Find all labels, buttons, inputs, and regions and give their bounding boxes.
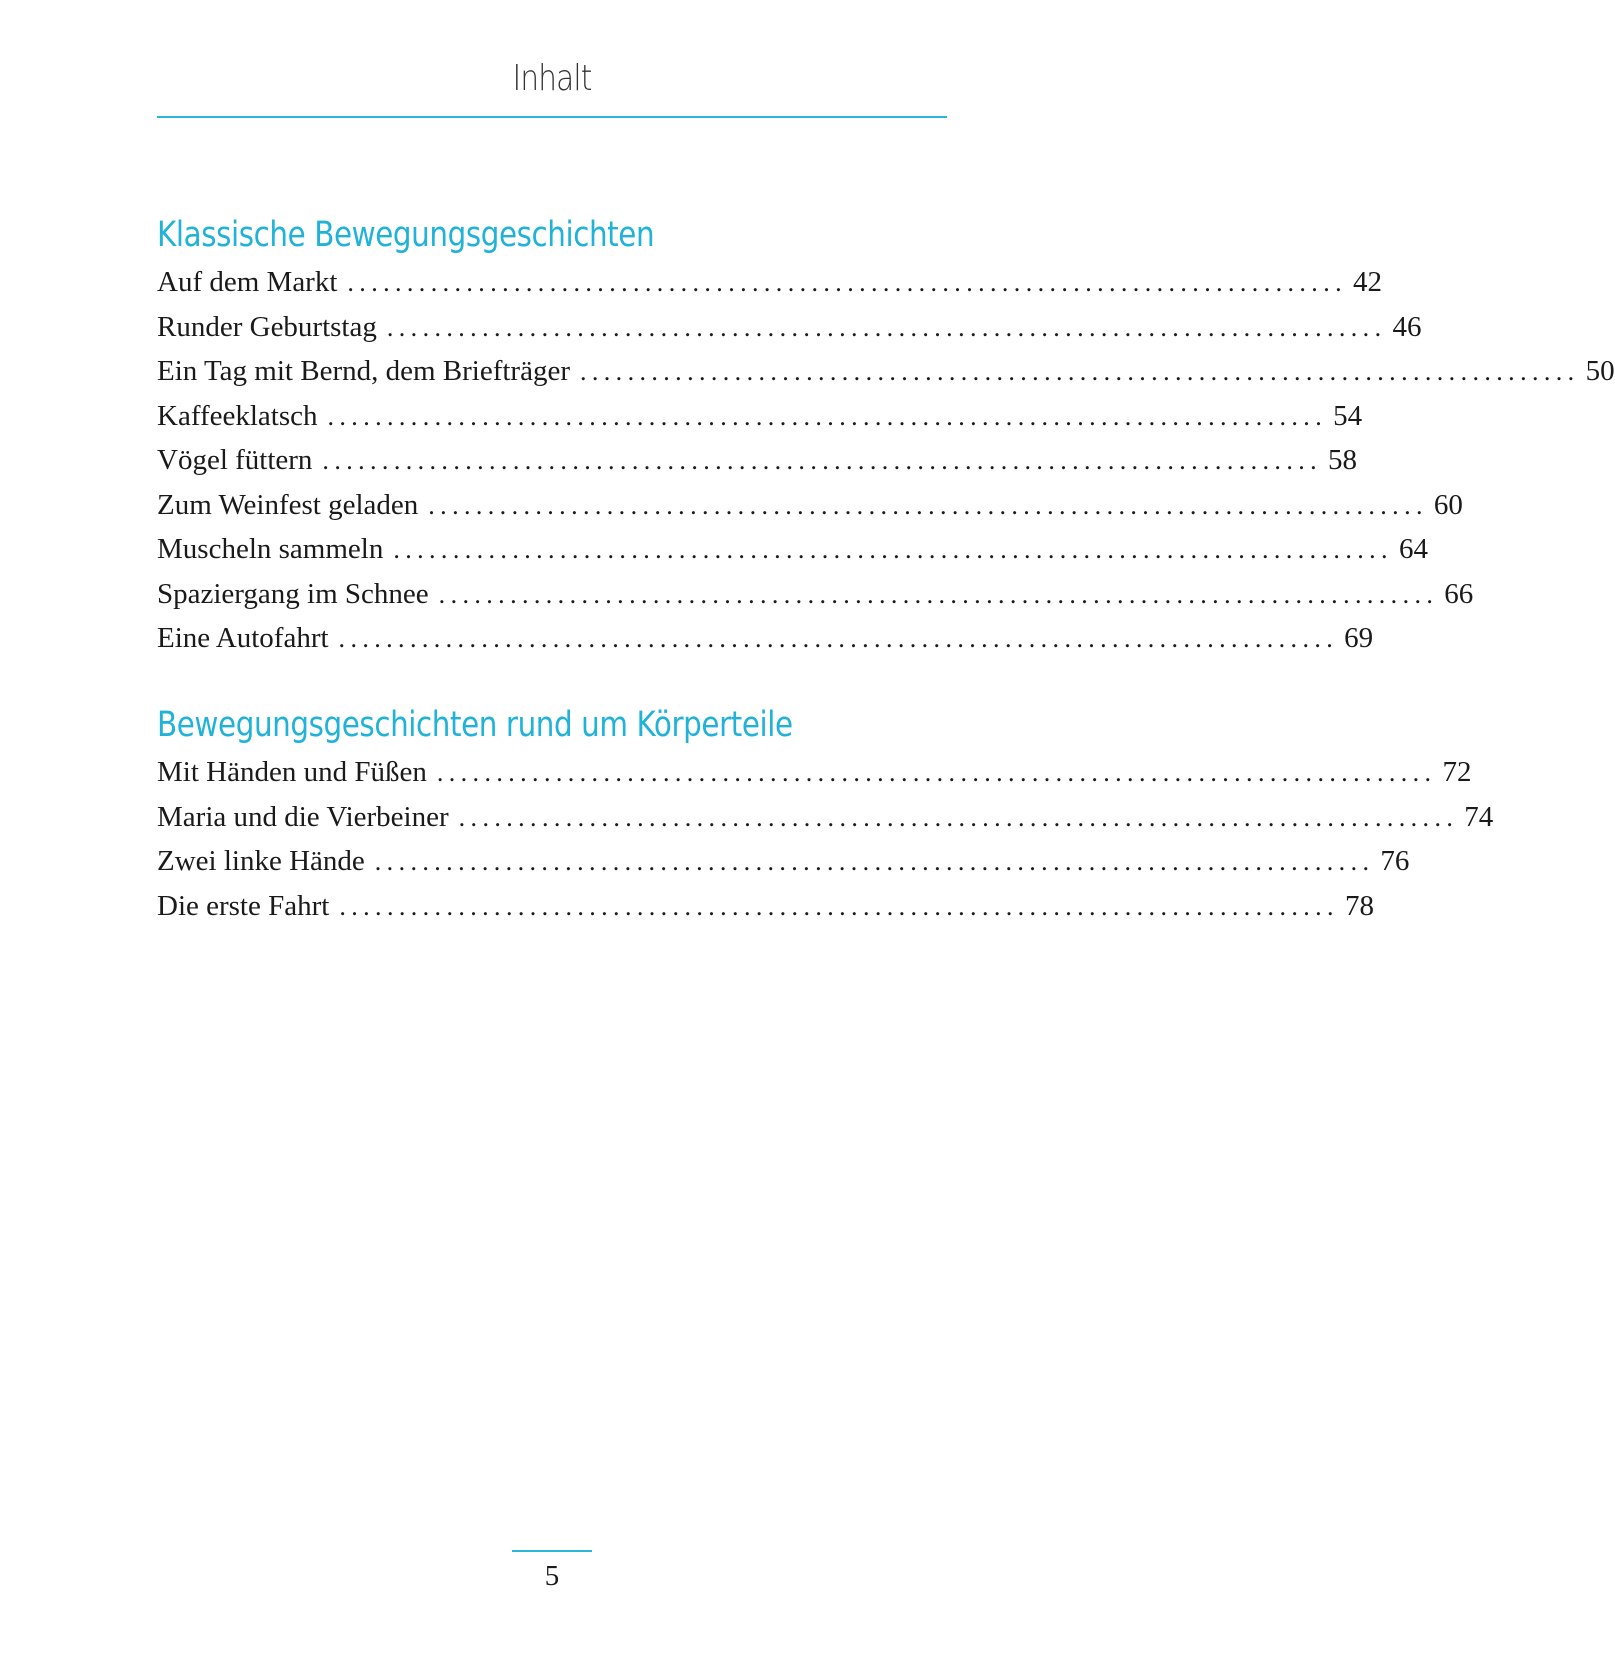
page-number: 5 [544,1560,560,1592]
toc-entry[interactable] [157,349,1615,394]
entry-title: Zum Weinfest geladen [157,488,419,521]
toc-entry[interactable] [157,572,1474,617]
entry-title: Runder Geburtstag [157,310,377,343]
entry-title: Kaffeeklatsch [157,399,318,432]
dot-leader: .................................................................................... [428,490,1428,520]
entry-title: Muscheln sammeln [157,533,384,565]
section-title: Bewegungsgeschichten rund um Körperteile [157,705,793,745]
entry-title: Zwei linke Hände [157,845,365,877]
entry-title: Maria und die Vierbeiner [157,800,449,833]
toc-entry[interactable] [157,483,1463,528]
toc-entry[interactable] [157,394,1363,439]
dot-leader: .................................................................................... [338,624,1339,653]
page-title: Inhalt [512,58,592,99]
entry-title: Spaziergang im Schnee [157,577,429,610]
toc-entry[interactable] [157,616,1374,661]
entry-page-number: 46 [1392,310,1422,343]
entry-title: Vögel füttern [157,444,313,476]
toc-entry[interactable] [157,438,1358,483]
footer-divider [512,1550,592,1552]
page-header [157,52,947,118]
toc-section-classic [157,210,1615,661]
dot-leader: .................................................................................... [438,579,1439,609]
dot-leader: .................................................................................... [347,268,1348,297]
dot-leader: .................................................................................... [322,446,1323,475]
entry-page-number: 42 [1353,266,1383,298]
entry-title: Die erste Fahrt [157,889,330,922]
toc-section-body-parts [157,700,1494,928]
dot-leader: .................................................................................... [327,401,1328,431]
entry-page-number: 54 [1333,399,1363,432]
dot-leader: .................................................................................... [393,535,1393,564]
dot-leader: .................................................................................... [458,802,1459,832]
toc-entry[interactable] [157,260,1383,305]
entry-title: Auf dem Markt [157,266,338,298]
entry-page-number: 78 [1344,889,1374,922]
toc-entry[interactable] [157,795,1494,840]
entry-title: Ein Tag mit Bernd, dem Briefträger [157,355,570,387]
entry-page-number: 66 [1444,577,1474,610]
entry-title: Mit Händen und Füßen [157,756,427,788]
dot-leader: .................................................................................... [374,847,1375,876]
dot-leader: .................................................................................... [339,891,1339,921]
toc-entry[interactable] [157,305,1422,350]
dot-leader: .................................................................................... [386,312,1387,342]
entry-page-number: 74 [1464,800,1494,833]
entry-page-number: 60 [1433,488,1463,521]
dot-leader: .................................................................................... [436,758,1437,787]
entry-page-number: 64 [1398,533,1428,565]
entry-page-number: 58 [1328,444,1358,476]
entry-page-number: 76 [1380,845,1410,877]
toc-entry[interactable] [157,750,1472,795]
toc-entry[interactable] [157,527,1428,572]
toc-entry[interactable] [157,884,1374,929]
header-divider [157,116,947,118]
entry-page-number: 72 [1442,756,1472,788]
entry-page-number: 50 [1585,355,1615,387]
entry-page-number: 69 [1344,622,1374,654]
section-title: Klassische Bewegungsgeschichten [157,215,655,255]
entry-title: Eine Autofahrt [157,622,329,654]
dot-leader: .................................................................................... [579,357,1580,386]
toc-entry[interactable] [157,839,1410,884]
